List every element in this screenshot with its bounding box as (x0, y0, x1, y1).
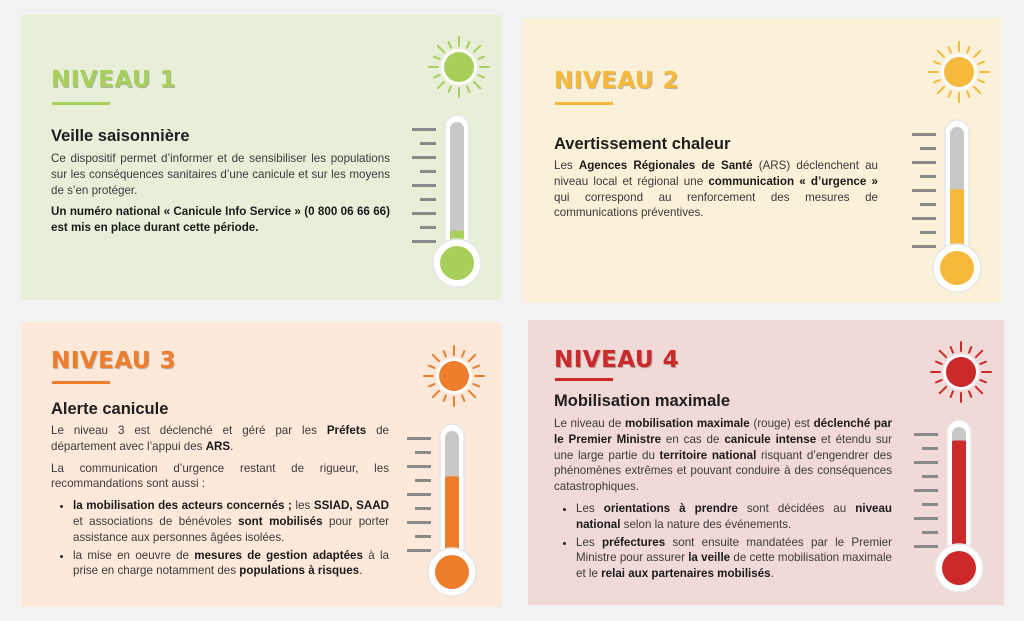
list-item: • Les préfectures sont ensuite mandatées par le Premier Ministre pour assurer la veille de cette mobilisation maximale et le relai aux partenaires mobilisés. (576, 535, 892, 582)
scale-tick (407, 465, 431, 468)
sun-ray (938, 51, 944, 57)
sun-ray (978, 62, 984, 64)
scale-tick (420, 142, 436, 145)
list-item: • Les orientations à prendre sont décidées au niveau national selon la nature des événements. (576, 501, 892, 533)
sun-ray (938, 87, 944, 93)
title-underline (555, 378, 613, 381)
sun-ray (438, 82, 444, 88)
scale-tick (914, 433, 938, 436)
scale-tick (920, 147, 936, 150)
sun-ray (449, 42, 451, 48)
thermometer-graphic (401, 334, 493, 602)
thermometer-graphic (906, 30, 998, 298)
sun-ray (949, 91, 951, 97)
scale-tick (407, 521, 431, 524)
sun-icon (424, 346, 484, 406)
scale-tick (920, 203, 936, 206)
card-body (554, 416, 892, 584)
scale-tick (407, 437, 431, 440)
sun-ray (478, 75, 484, 77)
sun-ray (936, 362, 942, 364)
paragraph-bold: Un numéro national « Canicule Info Service » (0 800 06 66 66) est mis en place durant cette période. (51, 205, 390, 235)
sun-ray (474, 46, 480, 52)
scale-tick (412, 156, 436, 159)
scale-tick (415, 507, 431, 510)
sun-ray (976, 387, 982, 393)
sun-ray (967, 91, 969, 97)
sun-ray (462, 395, 464, 401)
paragraph: Le niveau 3 est déclenché et géré par les Préfets de département avec l’appui des ARS. (51, 424, 389, 453)
bullet-list (51, 498, 389, 579)
paragraph: La communication d’urgence restant de rigueur, les recommandations sont aussi : (51, 461, 389, 491)
scale-tick (412, 128, 436, 131)
card-niveau-4 (528, 320, 1004, 605)
sun-ray (444, 351, 446, 357)
card-subtitle: Mobilisation maximale (554, 392, 731, 410)
sun-ray (462, 351, 464, 357)
sun-ray (429, 384, 435, 386)
sun-ray (449, 86, 451, 92)
sun-icon (931, 342, 991, 402)
sun-ray (940, 387, 946, 393)
paragraph: Le niveau de mobilisation maximale (rouge) est déclenché par le Premier Ministre en cas de canicule intense et étendu sur une large partie du territoire national risquant d’engendrer des phénomènes extrêmes et pouvant conduire à des conséquences catastrophiques. (554, 417, 893, 494)
scale-tick (407, 493, 431, 496)
sun-ray (469, 391, 475, 397)
scale-tick (412, 212, 436, 215)
scale-tick (912, 217, 936, 220)
paragraph: Les Agences Régionales de Santé (ARS) déclenchent au niveau local et régional une communication « d’urgence » qui correspond au renforcement des mesures de communications préventives. (554, 159, 878, 220)
scale-tick (922, 447, 938, 450)
sun-ray (978, 80, 984, 82)
scale-tick (912, 133, 936, 136)
scale-tick (912, 161, 936, 164)
sun-ray (951, 347, 953, 353)
card-title: NIVEAU 1 (51, 67, 177, 93)
list-item: • la mise en oeuvre de mesures de gestion adaptées à la prise en charge notamment des populations à risques. (73, 548, 389, 580)
sun-ray (951, 391, 953, 397)
sun-ray (969, 347, 971, 353)
sun-ray (980, 380, 986, 382)
sun-disc (439, 361, 469, 391)
scale-tick (420, 198, 436, 201)
sun-ray (934, 62, 940, 64)
sun-icon (429, 37, 489, 97)
thermometer-graphic (406, 25, 498, 293)
scale-tick (914, 545, 938, 548)
sun-ray (934, 80, 940, 82)
title-underline (555, 102, 613, 105)
sun-ray (967, 47, 969, 53)
sun-disc (444, 52, 474, 82)
card-niveau-2 (523, 18, 1001, 303)
card-niveau-3 (21, 322, 501, 607)
card-title: NIVEAU 4 (554, 347, 680, 373)
card-title: NIVEAU 2 (554, 68, 680, 94)
scale-tick (914, 517, 938, 520)
sun-ray (936, 380, 942, 382)
scale-tick (914, 461, 938, 464)
sun-ray (444, 395, 446, 401)
scale-tick (412, 240, 436, 243)
sun-ray (974, 51, 980, 57)
scale-tick (920, 231, 936, 234)
scale-tick (914, 489, 938, 492)
sun-ray (980, 362, 986, 364)
scale-tick (912, 189, 936, 192)
scale-tick (407, 549, 431, 552)
sun-ray (940, 351, 946, 357)
sun-ray (433, 391, 439, 397)
card-body (51, 151, 390, 242)
sun-ray (478, 57, 484, 59)
sun-ray (438, 46, 444, 52)
sun-ray (467, 86, 469, 92)
sun-ray (467, 42, 469, 48)
sun-ray (429, 366, 435, 368)
sun-disc (944, 57, 974, 87)
sun-disc (946, 357, 976, 387)
scale-tick (922, 475, 938, 478)
list-item: • la mobilisation des acteurs concernés ; les SSIAD, SAAD et associations de bénévoles sont mobilisés pour porter assistance aux personnes âgées isolées. (73, 498, 389, 545)
card-niveau-1 (21, 15, 501, 300)
scale-tick (922, 531, 938, 534)
card-body (51, 423, 389, 581)
bullet-list (554, 501, 892, 582)
card-subtitle: Avertissement chaleur (554, 135, 731, 153)
sun-ray (434, 75, 440, 77)
scale-tick (415, 451, 431, 454)
paragraph: Ce dispositif permet d’informer et de sensibiliser les populations sur les conséquences sanitaires d’une canicule et sur les moyens de s’en protéger. (51, 152, 390, 197)
sun-ray (473, 366, 479, 368)
title-underline (52, 381, 110, 384)
thermometer-graphic (908, 330, 1000, 598)
sun-ray (974, 87, 980, 93)
sun-ray (469, 355, 475, 361)
scale-tick (415, 479, 431, 482)
sun-ray (433, 355, 439, 361)
title-underline (52, 102, 110, 105)
scale-tick (412, 184, 436, 187)
scale-tick (420, 170, 436, 173)
scale-tick (922, 503, 938, 506)
scale-tick (912, 245, 936, 248)
sun-ray (969, 391, 971, 397)
scale-tick (920, 175, 936, 178)
sun-icon (929, 42, 989, 102)
sun-ray (474, 82, 480, 88)
card-title: NIVEAU 3 (51, 348, 177, 374)
sun-ray (473, 384, 479, 386)
card-subtitle: Veille saisonnière (51, 127, 190, 145)
scale-tick (415, 535, 431, 538)
card-body (554, 158, 878, 227)
sun-ray (976, 351, 982, 357)
card-subtitle: Alerte canicule (51, 400, 169, 418)
scale-tick (420, 226, 436, 229)
sun-ray (949, 47, 951, 53)
sun-ray (434, 57, 440, 59)
